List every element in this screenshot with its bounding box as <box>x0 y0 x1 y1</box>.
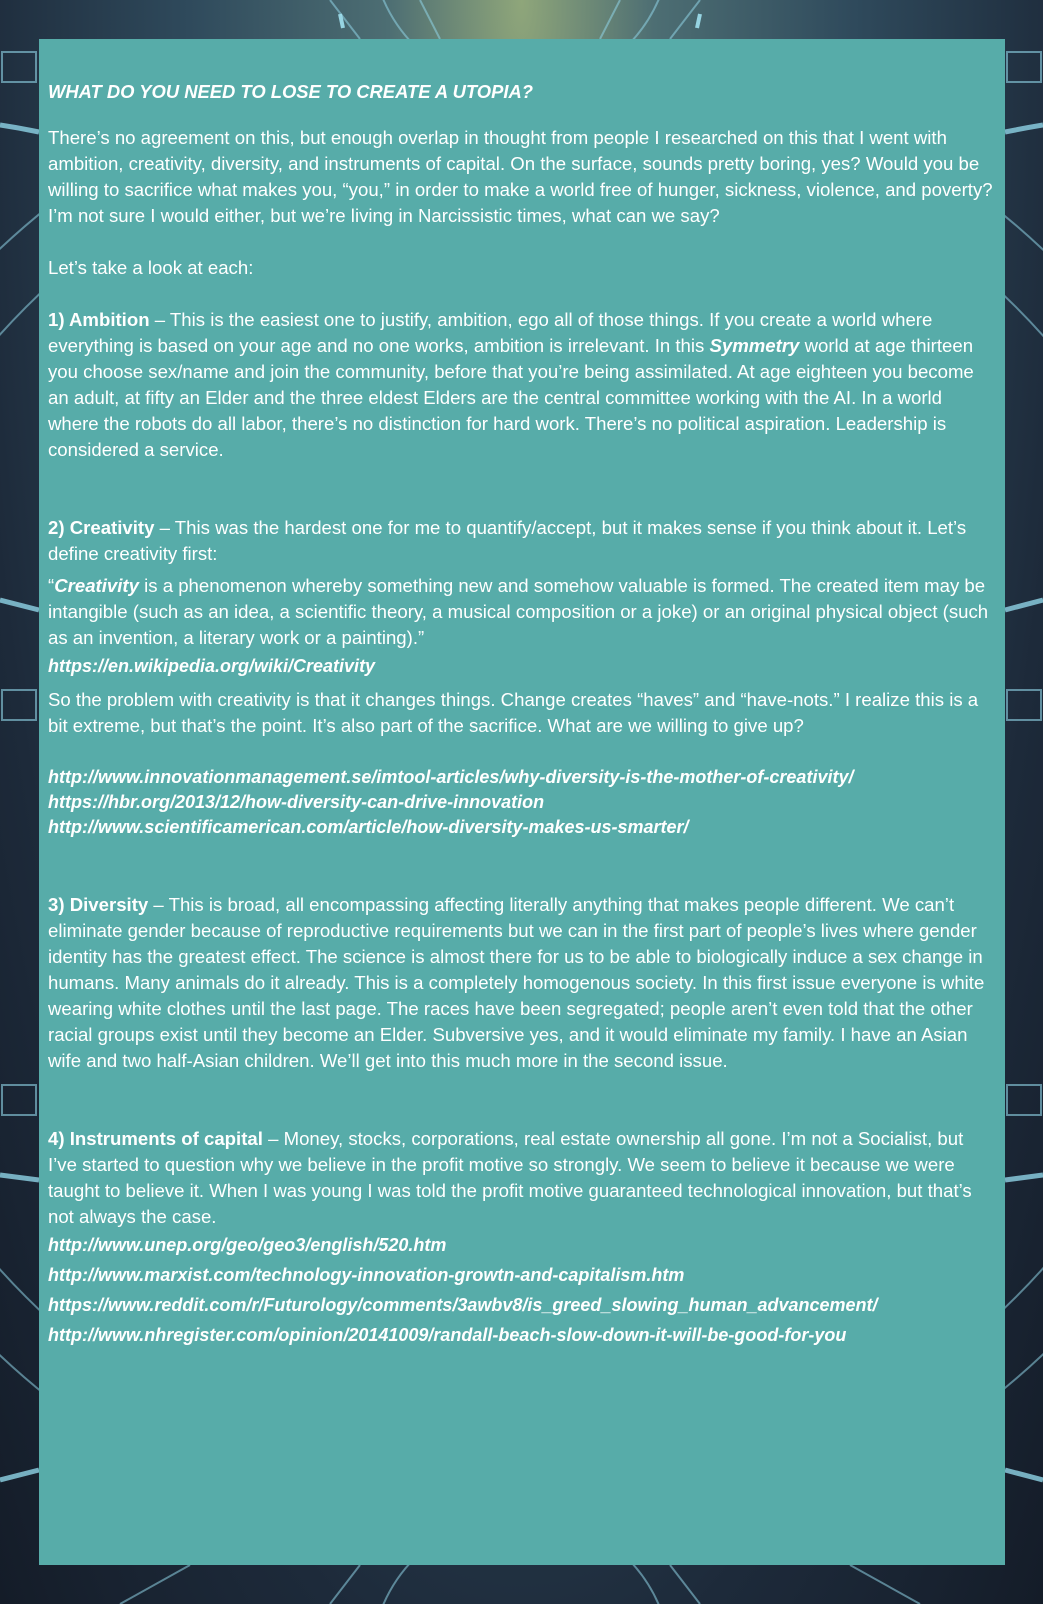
section-text: – This is broad, all encompassing affecting literally anything that makes people different. We can’t eliminate gender because of reproductive requirements but we can in the first part of people’s lives where gender identity has the greatest effect. The science is almost there for us to be able to biologically induce a sex change in humans. Many animals do it already. This is a completely homogenous society. In this first issue everyone is white wearing white clothes until the last page. The races have been segregated; people aren’t even told that the other racial groups exist until they become an Elder. Subversive yes, and it would eliminate my family. I have an Asian wife and two half-Asian children. We’ll get into this much more in the second issue. <box>48 894 985 1071</box>
creativity-quote <box>48 573 995 651</box>
section-capital <box>48 1126 995 1230</box>
section-diversity <box>48 892 995 1074</box>
section-text: – Money, stocks, corporations, real estate ownership all gone. I’m not a Socialist, but I’ve started to question why we believe in the profit motive so strongly. We seem to believe it because we were taught to believe it. When I was young I was told the profit motive guaranteed technological innovation, but that’s not always the case. <box>48 1128 972 1227</box>
reference-link[interactable]: http://www.innovationmanagement.se/imtool-articles/why-diversity-is-the-mother-of-creativity/ <box>48 767 854 787</box>
reference-link[interactable]: https://hbr.org/2013/12/how-diversity-can-drive-innovation <box>48 792 545 812</box>
emphasis-text: Symmetry <box>709 335 800 356</box>
creativity-followup: So the problem with creativity is that it changes things. Change creates “haves” and “have-nots.” I realize this is a bit extreme, but that’s the point. It’s also part of the sacrifice. What are we willing to give up? <box>48 689 979 736</box>
capital-links <box>48 1230 995 1350</box>
reference-link[interactable]: http://www.marxist.com/technology-innovation-growtn-and-capitalism.htm <box>48 1265 685 1285</box>
intro-paragraph: There’s no agreement on this, but enough overlap in thought from people I researched on this that I went with ambition, creativity, diversity, and instruments of capital. On the surface, sounds pretty boring, yes? Would you be willing to sacrifice what makes you, “you,” in order to make a world free of hunger, sickness, violence, and poverty? I’m not sure I would either, but we’re living in Narcissistic times, what can we say? <box>48 127 993 226</box>
reference-link[interactable]: http://www.scientificamerican.com/article/how-diversity-makes-us-smarter/ <box>48 817 689 837</box>
section-title: 3) Diversity <box>48 894 149 915</box>
section-text: – This was the hardest one for me to quantify/accept, but it makes sense if you think about it. Let’s define creativity first: <box>48 517 967 564</box>
section-text: – This is the easiest one to justify, ambition, ego all of those things. If you create a world where everything is based on your age and no one works, ambition is irrelevant. In this <box>48 309 933 356</box>
reference-link[interactable]: https://www.reddit.com/r/Futurology/comments/3awbv8/is_greed_slowing_human_advancement/ <box>48 1295 878 1315</box>
text-panel <box>39 39 1005 1565</box>
section-title: 2) Creativity <box>48 517 155 538</box>
quote-mark: “ <box>48 575 55 596</box>
section-title: 4) Instruments of capital <box>48 1128 263 1149</box>
quote-term: Creativity <box>54 575 139 596</box>
creativity-links <box>48 765 995 840</box>
page-heading: WHAT DO YOU NEED TO LOSE TO CREATE A UTOPIA? <box>48 81 533 102</box>
section-text: world at age thirteen you choose sex/name and join the community, before that you’re being assimilated. At age eighteen you become an adult, at fifty an Elder and the three eldest Elders are the central committee working with the AI. In a world where the robots do all labor, there’s no distinction for hard work. There’s no political aspiration. Leadership is considered a service. <box>48 335 974 460</box>
quote-text: is a phenomenon whereby something new and somehow valuable is formed. The created item may be intangible (such as an idea, a scientific theory, a musical composition or a joke) or an original physical object (such as an invention, a literary work or a painting).” <box>48 575 989 648</box>
creativity-source-link[interactable]: https://en.wikipedia.org/wiki/Creativity <box>48 656 376 676</box>
lead-paragraph: Let’s take a look at each: <box>48 257 254 278</box>
reference-link[interactable]: http://www.unep.org/geo/geo3/english/520.htm <box>48 1235 447 1255</box>
reference-link[interactable]: http://www.nhregister.com/opinion/20141009/randall-beach-slow-down-it-will-be-good-for-you <box>48 1325 847 1345</box>
section-ambition <box>48 307 995 463</box>
section-title: 1) Ambition <box>48 309 150 330</box>
section-creativity <box>48 515 995 567</box>
